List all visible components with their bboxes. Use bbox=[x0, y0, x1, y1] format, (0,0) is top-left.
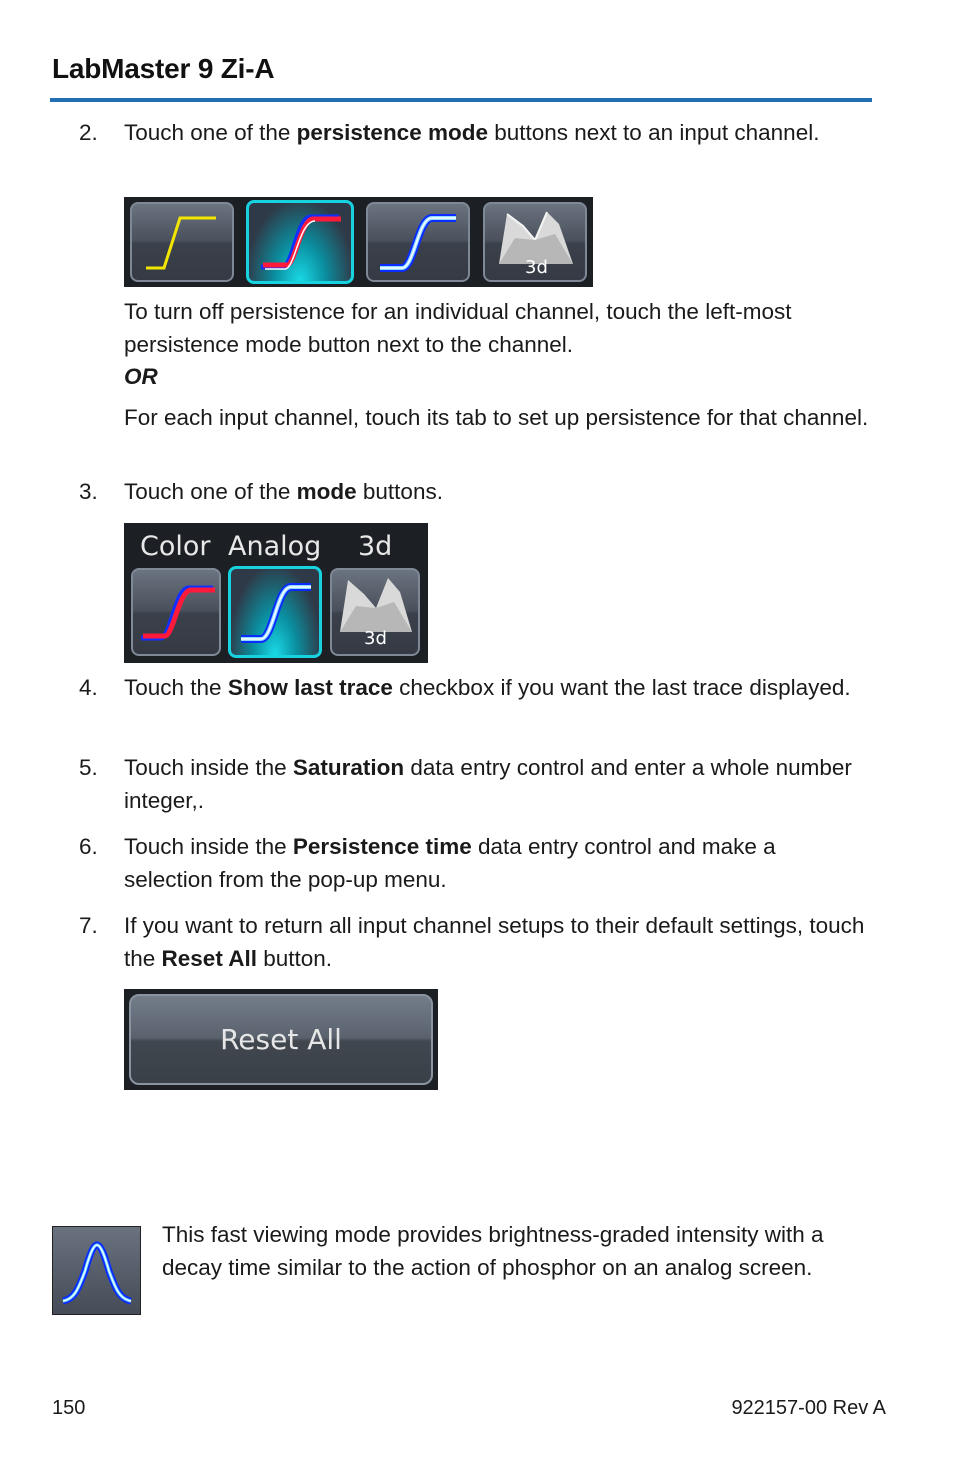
step-number: 7. bbox=[79, 913, 98, 938]
step-text: Touch one of the persistence mode buttons next to an input channel. bbox=[124, 120, 820, 145]
step-text: Touch inside the Persistence time data entry control and make a selection from the pop-up menu. bbox=[124, 834, 776, 892]
step-number: 4. bbox=[79, 675, 98, 700]
reset-all-button-image bbox=[124, 989, 438, 1090]
persistence-analog-button[interactable] bbox=[366, 202, 470, 282]
persistence-color-button[interactable] bbox=[246, 200, 354, 284]
mode-analog-button[interactable] bbox=[228, 566, 322, 658]
note-turn-off: To turn off persistence for an individual channel, touch the left-most persistence mode button next to the channel. bbox=[124, 299, 792, 357]
persistence-mode-buttons bbox=[124, 197, 593, 287]
step-number: 2. bbox=[79, 120, 98, 145]
mode-3d-button[interactable] bbox=[330, 568, 420, 656]
3d-label: 3d bbox=[525, 257, 548, 278]
color-mode-icon bbox=[133, 570, 219, 654]
reset-all-button[interactable]: Reset All bbox=[129, 994, 433, 1085]
mode-buttons bbox=[124, 523, 428, 663]
step-number: 3. bbox=[79, 479, 98, 504]
analog-mode-icon bbox=[52, 1226, 141, 1315]
step-number: 5. bbox=[79, 755, 98, 780]
analog-description: This fast viewing mode provides brightness-graded intensity with a decay time similar to the action of phosphor on an analog screen. bbox=[162, 1222, 824, 1280]
step-number: 6. bbox=[79, 834, 98, 859]
note-or: OR bbox=[124, 364, 158, 389]
step-text: Touch the Show last trace checkbox if you want the last trace displayed. bbox=[124, 675, 851, 700]
analog-persistence-icon bbox=[368, 204, 468, 280]
mode-label-analog: Analog bbox=[228, 531, 322, 562]
document-revision: 922157-00 Rev A bbox=[731, 1397, 886, 1419]
persistence-off-button[interactable] bbox=[130, 202, 234, 282]
3d-label: 3d bbox=[364, 628, 387, 649]
analog-mode-icon bbox=[231, 569, 319, 655]
step-trace-yellow-icon bbox=[132, 204, 232, 280]
mode-label-color: Color bbox=[140, 531, 211, 562]
mode-color-button[interactable] bbox=[131, 568, 221, 656]
step-text: If you want to return all input channel setups to their default settings, touch the Reset All button. bbox=[124, 913, 865, 971]
persistence-3d-button[interactable] bbox=[483, 202, 587, 282]
header-divider bbox=[50, 98, 872, 102]
mode-label-3d: 3d bbox=[358, 531, 393, 562]
note-each-channel: For each input channel, touch its tab to set up persistence for that channel. bbox=[124, 405, 869, 430]
step-text: Touch inside the Saturation data entry control and enter a whole number integer,. bbox=[124, 755, 852, 813]
color-persistence-icon bbox=[249, 203, 351, 281]
page-number: 150 bbox=[52, 1397, 86, 1419]
page-header-title: LabMaster 9 Zi-A bbox=[52, 53, 275, 84]
step-text: Touch one of the mode buttons. bbox=[124, 479, 443, 504]
